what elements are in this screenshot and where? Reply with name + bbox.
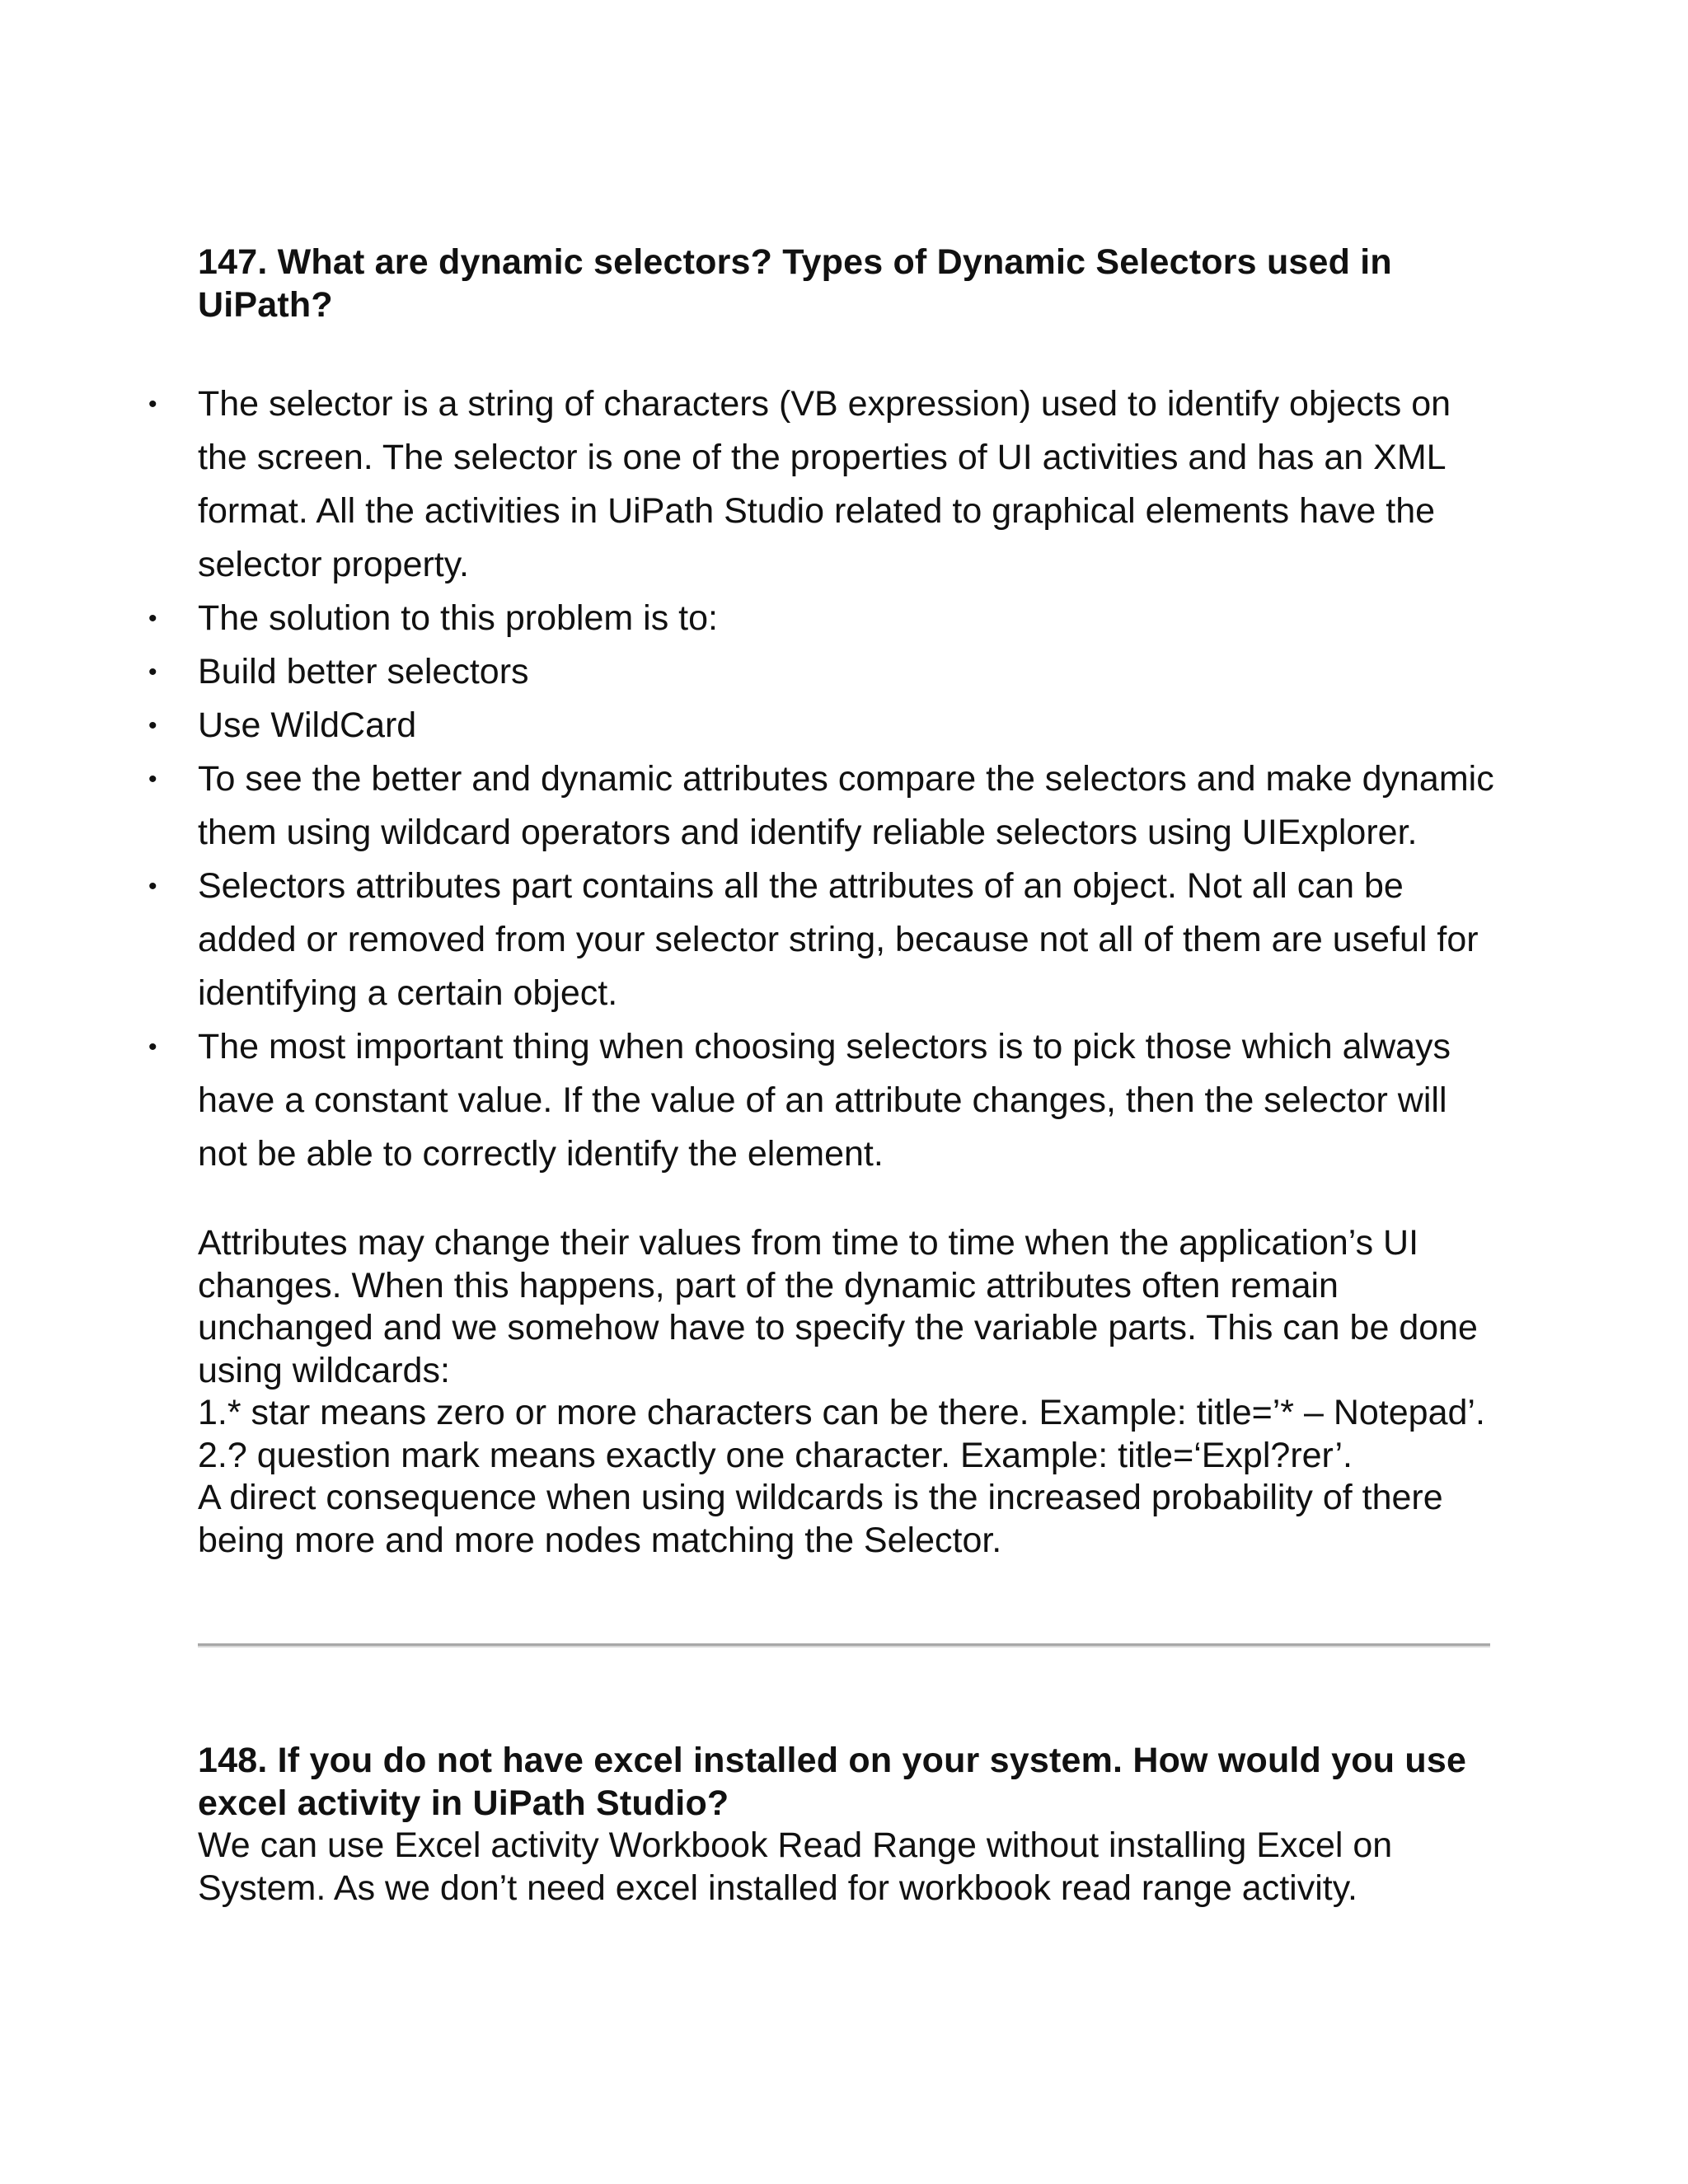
bullet-item: • The selector is a string of characters (VB expression) used to identify objects on the screen. The selector is one of the properties of UI activities and has an XML format. All the activities in UiPath Studio related to graphical elements have the selector property. <box>198 377 1500 592</box>
question-147-heading: 147. What are dynamic selectors? Types of Dynamic Selectors used in UiPath? <box>198 242 1392 325</box>
question-147-explanation <box>198 1222 1500 1562</box>
bullet-item: • Use WildCard <box>198 699 1500 752</box>
bullet-item: • Selectors attributes part contains all the attributes of an object. Not all can be added or removed from your selector string, because not all of them are useful for identifying a certain object. <box>198 860 1500 1020</box>
question-147-bullet-list <box>198 377 1500 1181</box>
bullet-item: • To see the better and dynamic attributes compare the selectors and make dynamic them using wildcard operators and identify reliable selectors using UIExplorer. <box>198 752 1500 860</box>
question-148-heading: 148. If you do not have excel installed on your system. How would you use excel activity in UiPath Studio? <box>198 1741 1467 1823</box>
paragraph: Attributes may change their values from time to time when the application’s UI changes. When this happens, part of the dynamic attributes often remain unchanged and we somehow have to specify the variable parts. This can be done using wildcards: <box>198 1223 1478 1390</box>
question-148-answer <box>198 1825 1500 1910</box>
paragraph: We can use Excel activity Workbook Read Range without installing Excel on System. As we don’t need excel installed for workbook read range activity. <box>198 1825 1393 1908</box>
paragraph: 2.? question mark means exactly one character. Example: title=‘Expl?rer’. <box>198 1435 1353 1475</box>
bullet-item: • Build better selectors <box>198 645 1500 699</box>
paragraph: 1.* star means zero or more characters can be there. Example: title=’* – Notepad’. <box>198 1393 1485 1432</box>
paragraph: A direct consequence when using wildcards is the increased probability of there being more and more nodes matching the Selector. <box>198 1478 1443 1560</box>
bullet-item: • The most important thing when choosing selectors is to pick those which always have a constant value. If the value of an attribute changes, then the selector will not be able to correctly identify the element. <box>198 1020 1500 1181</box>
horizontal-divider <box>198 1643 1490 1647</box>
bullet-item: • The solution to this problem is to: <box>198 592 1500 645</box>
